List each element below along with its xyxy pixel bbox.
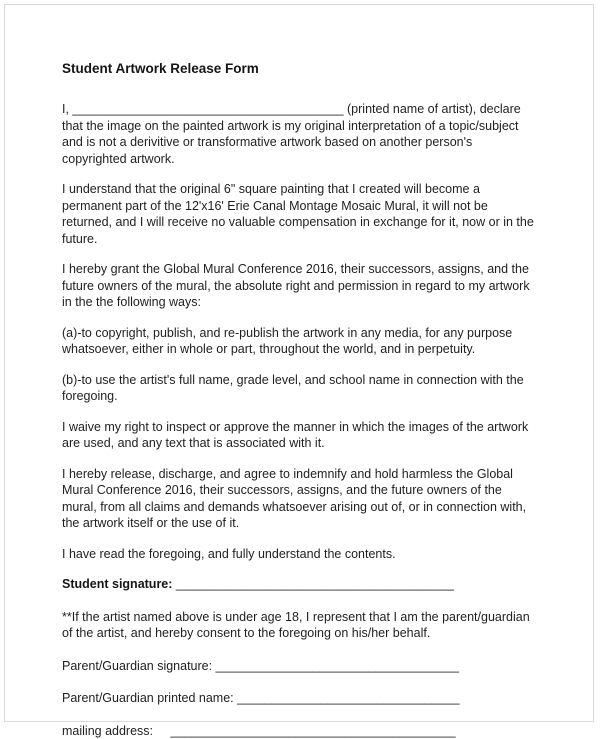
clause-a-paragraph: (a)-to copyright, publish, and re-publish the artwork in any media, for any purpose whatsoever, either in whole or part, throughout the world, and in perpetuity. — [62, 325, 539, 358]
student-signature-row — [62, 576, 539, 593]
parent-signature-row — [62, 658, 539, 675]
parent-signature-line: ___________________________________ — [216, 659, 459, 673]
mailing-address-row — [62, 723, 539, 739]
clause-b-paragraph: (b)-to use the artist's full name, grade level, and school name in connection with the foregoing. — [62, 372, 539, 405]
parent-printed-name-label: Parent/Guardian printed name: — [62, 691, 234, 705]
release-paragraph: I hereby release, discharge, and agree to indemnify and hold harmless the Global Mural Conference 2016, their successors, assigns, and the future owners of the mural, from all claims and demands whatsoever arising out of, or in connection with, the artwork itself or the use of it. — [62, 466, 539, 532]
acknowledgment-paragraph: I have read the foregoing, and fully understand the contents. — [62, 546, 539, 563]
mailing-address-label: mailing address: — [62, 724, 153, 738]
student-signature-line: ________________________________________ — [176, 577, 454, 591]
intro-paragraph: I, _______________________________________ (printed name of artist), declare that the image on the painted artwork is my original interpretation of a topic/subject and is not a derivitive or transformative artwork based on another person's copyrighted artwork. — [62, 101, 539, 167]
waiver-paragraph: I waive my right to inspect or approve the manner in which the images of the artwork are used, and any text that is associated with it. — [62, 419, 539, 452]
grant-paragraph: I hereby grant the Global Mural Conference 2016, their successors, assigns, and the future owners of the mural, the absolute right and permission in regard to my artwork in the the following ways: — [62, 261, 539, 311]
parent-printed-name-row — [62, 690, 539, 707]
form-title: Student Artwork Release Form — [62, 60, 539, 77]
student-signature-label: Student signature: — [62, 577, 172, 591]
document-page — [4, 4, 594, 722]
guardian-note-paragraph: **If the artist named above is under age 18, I represent that I am the parent/guardian of the artist, and hereby consent to the foregoing on his/her behalf. — [62, 609, 539, 642]
parent-signature-label: Parent/Guardian signature: — [62, 659, 212, 673]
understanding-paragraph: I understand that the original 6" square painting that I created will become a permanent part of the 12'x16' Erie Canal Montage Mosaic Mural, it will not be returned, and I will receive no valuable compensation in exchange for it, now or in the future. — [62, 181, 539, 247]
parent-printed-name-line: ________________________________ — [237, 691, 459, 705]
document-content — [5, 5, 593, 739]
mailing-address-line: _________________________________________ — [171, 724, 456, 738]
